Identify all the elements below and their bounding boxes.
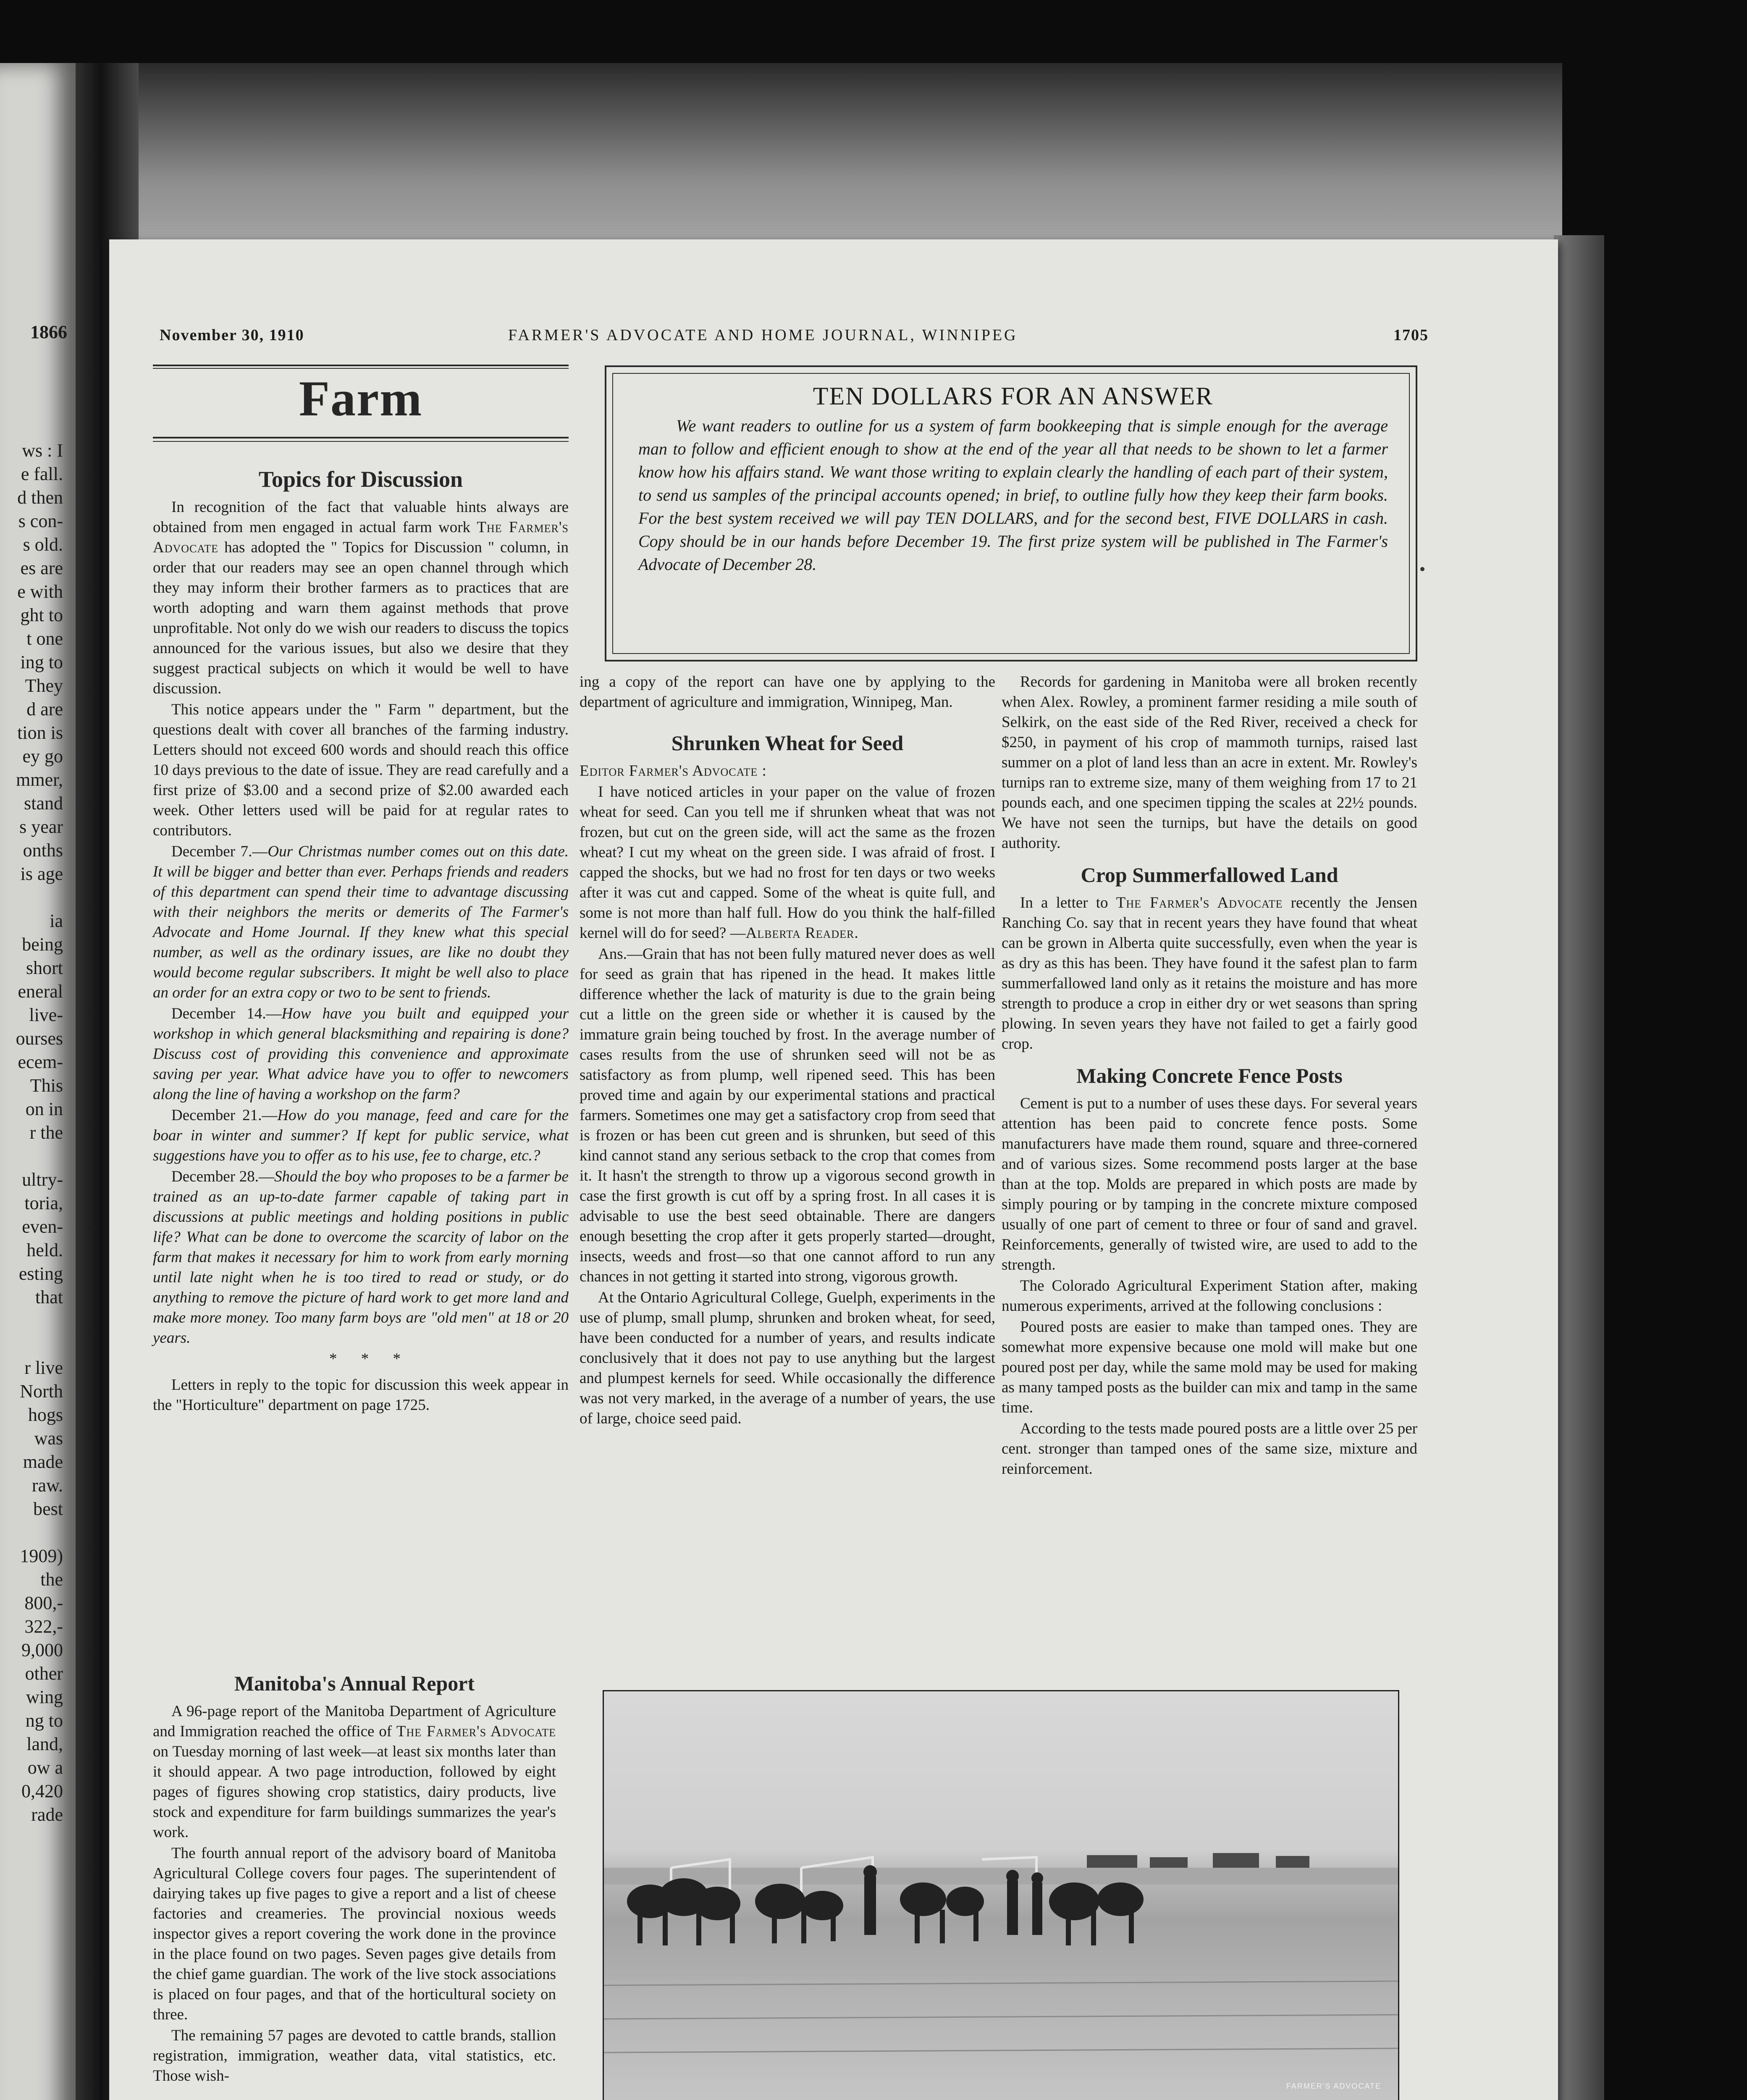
summerfallow-b: recently the Jensen Ranching Co. say that in recent years they have found that wheat can be grown in Alberta quite successfully, even when the year is as dry as this has been. They have found it the safest plan to farm summerfallowed land only as it retains the moisture and has more strength to produce a crop in either dry or wet seasons than spring plowing. In seven years they have not failed to get a fairly good crop.	[1002, 894, 1418, 1053]
summerfallow-a: In a letter to	[1020, 894, 1116, 911]
topic-date: December 21.—	[171, 1107, 278, 1124]
facing-page-line: onths	[23, 840, 63, 861]
answer-p1: Ans.—Grain that has not been fully matured never does as well for seed as grain that has ripened in the head. It makes little difference whether the lack of maturity is due to the grain being cut a little on the green side or whether it is caused by the immature grain being touched by frost. In the average number of cases results from the use of shrunken seed will not be as satisfactory as from plump, well ripened seed. This has been proved time and again by our experimental stations and practical farmers. Sometimes one may get a satisfactory crop from seed that is frozen or has been cut green and is shrunken, but seed of this kind cannot stand any serious setback to the crop that comes from it. It hasn't the strength to throw up a vigorous second growth in case the first growth is cut off by a spring frost. In all cases it is advisable to use the best seed obtainable. There are dangers enough besetting the crop after it gets properly started—drought, insects, weeds and frost—so that one cannot afford to run any chances in not getting it started into strong, vigorous growth.	[580, 945, 995, 1285]
editor-salutation: Editor Farmer's Advocate :	[580, 762, 767, 780]
facing-page-line: r live	[24, 1357, 63, 1378]
topic-text: Our Christmas number comes out on this date. It will be bigger and better than ever. Perhaps friends and readers of this department can spend their time to advantage discussing with their neighbors the merits or demerits of The Farmer's Advocate and Home Journal. If they knew what this special number, as well as the ordinary issues, are like no doubt they would become regular subscribers. It might be well also to place an order for an extra copy or two to be sent to friends.	[153, 843, 569, 1001]
print-mark	[1420, 567, 1424, 571]
topic-dec-14	[153, 1004, 569, 1105]
column-left-lower	[153, 1670, 556, 2087]
facing-page-line: ecem-	[18, 1052, 63, 1072]
manitoba-heading: Manitoba's Annual Report	[234, 1672, 475, 1695]
publication-title: FARMER'S ADVOCATE AND HOME JOURNAL, WINNIPEG	[508, 326, 1018, 344]
manitoba-p1-a: A 96-page report of the Manitoba Department of Agriculture and Immigration reached the office of	[153, 1703, 556, 1740]
facing-page-line: ng to	[25, 1710, 63, 1731]
facing-page-line: wing	[26, 1687, 63, 1707]
announcement-box	[605, 365, 1417, 662]
facing-page-line: land,	[26, 1734, 63, 1754]
summerfallow-publication: The Farmer's Advocate	[1116, 894, 1283, 911]
fence-posts-p3: Poured posts are easier to make than tamped ones. They are somewhat more expensive because one mold will make but one poured post per day, while the same mold may be used for making as many tamped posts as the builder can mix and tamp in the same time.	[1002, 1318, 1417, 1416]
facing-page-line: This	[30, 1075, 63, 1096]
summerfallow-text	[1002, 893, 1417, 1054]
reader-letter	[580, 782, 995, 943]
manitoba-p3: The remaining 57 pages are devoted to cattle brands, stallion registration, immigration, weather data, vital statistics, etc. Those wish-	[153, 2027, 556, 2084]
manitoba-p1-b: on Tuesday morning of last week—at least six months later than it should appear. A two page introduction, followed by eight pages of figures showing crop statistics, dairy products, live stock and expenditure for farm buildings summarizes the year's work.	[153, 1743, 556, 1841]
photo-credit: FARMER'S ADVOCATE	[1286, 2082, 1381, 2090]
column-right	[1002, 672, 1417, 1480]
facing-page-line: 9,000	[21, 1640, 63, 1660]
topic-text: How have you built and equipped your workshop in which general blacksmithing and repairing is done? Discuss cost of providing this convenience and approximate saving per year. What advice have you to offer to newcomers along the line of having a workshop on the farm?	[153, 1005, 569, 1103]
column-middle	[580, 672, 995, 1430]
facing-page-line: 0,420	[21, 1781, 63, 1801]
facing-page-line: raw.	[31, 1475, 63, 1496]
topic-text: How do you manage, feed and care for the boar in winter and summer? If kept for public service, what suggestions have you to offer as to his use, fee to charge, etc.?	[153, 1107, 569, 1164]
summerfallow-heading: Crop Summerfallowed Land	[1081, 863, 1338, 887]
facing-page-line: being	[22, 934, 63, 955]
fence-posts-p1: Cement is put to a number of uses these days. For several years attention has been paid to concrete fence posts. Some manufacturers have made them round, square and three-cornered and of various sizes. Some recommend posts larger at the base than at the top. Molds are prepared in which posts are made by simply pouring or by tamping in the concrete mixture composed usually of one part of cement to three or four of sand and gravel. Reinforcements, generally of twisted wire, are used to add to the strength.	[1002, 1095, 1417, 1273]
facing-page-line: ey go	[22, 746, 63, 766]
facing-page-line: eneral	[18, 981, 63, 1002]
topics-intro-a: In recognition of the fact that valuable hints always are obtained from men engaged in actual farm work	[153, 499, 569, 536]
facing-page-line: on in	[25, 1099, 63, 1119]
facing-page-line: live-	[29, 1005, 63, 1025]
topics-intro	[153, 497, 569, 699]
facing-page-line: ing to	[20, 652, 63, 672]
facing-page-line: 800,-	[24, 1593, 63, 1613]
topics-intro-publication: The Farmer's Advocate	[153, 519, 569, 556]
topics-heading: Topics for Discussion	[258, 467, 463, 492]
facing-page-line: short	[26, 958, 63, 978]
facing-page-line	[0, 886, 63, 909]
facing-page-line: mmer,	[16, 769, 63, 790]
facing-page-line: They	[25, 675, 63, 696]
section-rule-top	[153, 365, 569, 366]
facing-page-line: r the	[29, 1122, 63, 1143]
facing-page-line: hogs	[28, 1404, 63, 1425]
scan-background-top	[134, 63, 1562, 260]
announcement-title: TEN DOLLARS FOR AN ANSWER	[813, 382, 1214, 410]
letter-signature: Alberta Reader.	[745, 924, 859, 942]
answer-p2: At the Ontario Agricultural College, Guelph, experiments in the use of plump, small plump, shrunken and broken wheat, for seed, have been conducted for a number of years, and results indicate conclusively that it does not pay to use anything but the largest and plumpest kernels for seed. While occasionally the difference was not very marked, in the average of a number of years, the use of large, choice seed paid.	[580, 1289, 995, 1427]
manitoba-continued: ing a copy of the report can have one by applying to the department of agriculture and immigration, Winnipeg, Man.	[580, 673, 995, 711]
facing-page-line: North	[20, 1381, 63, 1402]
facing-page-line: held.	[26, 1240, 63, 1260]
facing-page-line: best	[33, 1499, 63, 1519]
topics-notice: This notice appears under the " Farm " department, but the questions dealt with cover all branches of the farming industry. Letters should not exceed 600 words and should reach this office 10 days previous to the date of issue. They are read carefully and a first prize of $3.00 and a second prize of $2.00 awarded each week. Other letters used will be paid for at regular rates to contributors.	[153, 701, 569, 839]
topic-dec-21	[153, 1105, 569, 1166]
facing-page-line: 1909)	[20, 1546, 63, 1566]
facing-page-line	[0, 1521, 63, 1544]
topics-closing: Letters in reply to the topic for discussion this week appear in the "Horticulture" department on page 1725.	[153, 1376, 569, 1414]
manitoba-p1-publication: The Farmer's Advocate	[396, 1723, 556, 1740]
announcement-box-inner	[612, 373, 1410, 654]
facing-page-line: stand	[24, 793, 63, 814]
facing-page-line: is age	[20, 864, 63, 884]
facing-page-line: d then	[17, 487, 63, 508]
facing-page-line: toria,	[24, 1193, 63, 1213]
fence-posts-p4: According to the tests made poured posts are a little over 25 per cent. stronger than tamped ones of the same size, mixture and reinforcement.	[1002, 1420, 1417, 1478]
facing-page-line: e fall.	[21, 464, 63, 484]
facing-page-text	[0, 439, 63, 1827]
facing-page-fragment	[0, 63, 76, 2100]
facing-page-line: made	[23, 1452, 63, 1472]
manitoba-p1	[153, 1701, 556, 1843]
fence-posts-p2: The Colorado Agricultural Experiment Station after, making numerous experiments, arrived at the following conclusions :	[1002, 1277, 1417, 1315]
facing-page-line: rade	[31, 1804, 63, 1825]
topics-intro-b: has adopted the " Topics for Discussion " column, in order that our readers may see an open channel through which they may inform their brother farmers as to practices that are worth adopting and warn them against methods that prove unprofitable. Not only do we wish our readers to discuss the topics announced for the various issues, but also we desire that they suggest practical subjects on which it would be well to have discussion.	[153, 539, 569, 697]
topic-date: December 14.—	[171, 1005, 282, 1022]
facing-page-line: tion is	[17, 722, 63, 743]
topic-dec-28	[153, 1167, 569, 1348]
facing-page-line	[0, 1144, 63, 1168]
page-number: 1705	[1393, 326, 1429, 344]
facing-page-line: e with	[17, 581, 63, 602]
facing-page-line: that	[35, 1287, 63, 1307]
scan-background-right	[1554, 235, 1604, 2100]
facing-page-line: was	[34, 1428, 63, 1449]
facing-page-line: ourses	[16, 1028, 63, 1049]
facing-page-line	[0, 1333, 63, 1356]
section-stars: * * *	[329, 1350, 411, 1368]
facing-page-line: s old.	[23, 534, 63, 555]
letter-text: I have noticed articles in your paper on the value of frozen wheat for seed. Can you tell me if shrunken wheat that was not frozen, but cut on the green side, will act the same as the frozen wheat? I cut my wheat on the green side. I was afraid of frost. I capped the shocks, but we had no frost for ten days or two weeks after it was cut and capped. Some of the wheat is quite full, and some is not more than half full. How do you think the half-filled kernel will do for seed? —	[580, 783, 995, 942]
topic-date: December 7.—	[171, 843, 268, 860]
facing-page-line: ow a	[27, 1757, 63, 1778]
facing-page-line: ws : I	[22, 440, 63, 461]
topic-date: December 28.—	[171, 1168, 275, 1185]
fence-posts-heading: Making Concrete Fence Posts	[1076, 1064, 1343, 1087]
facing-page-line: 322,-	[24, 1616, 63, 1637]
facing-page-line: es are	[20, 558, 63, 578]
announcement-text: We want readers to outline for us a system of farm bookkeeping that is simple enough for the average man to follow and efficient enough to show at the end of the year all that needs to be shown to let a farmer know how his affairs stand. We want those writing to explain clearly the handling of each part of their system, to send us samples of the principal accounts opened; in brief, to outline fully how they keep their farm books. For the best system received we will pay TEN DOLLARS, and for the second best, FIVE DOLLARS in cash. Copy should be in our hands before December 19. The first prize system will be published in The Farmer's Advocate of December 28.	[638, 416, 1388, 574]
facing-page-line: even-	[22, 1216, 63, 1237]
section-rule-top-thin	[153, 368, 569, 369]
facing-page-line: d are	[26, 699, 63, 719]
farm-photograph	[603, 1690, 1399, 2100]
facing-page-line: t one	[26, 628, 63, 649]
shrunken-wheat-heading: Shrunken Wheat for Seed	[671, 731, 904, 755]
section-rule-bottom-thin	[153, 441, 569, 442]
facing-page-line: the	[40, 1569, 63, 1590]
facing-page-line: s year	[19, 816, 63, 837]
facing-page-line: ultry-	[22, 1169, 63, 1190]
facing-page-line: s con-	[18, 511, 63, 531]
facing-page-line: other	[25, 1663, 63, 1684]
section-title: Farm	[299, 370, 423, 426]
section-rule-bottom	[153, 437, 569, 438]
turnip-record: Records for gardening in Manitoba were all broken recently when Alex. Rowley, a prominent farmer residing a mile south of Selkirk, on the east side of the Red River, received a check for $250, in payment of his crop of mammoth turnips, raised last summer on a plot of land less than an acre in extent. Mr. Rowley's turnips ran to extreme size, many of them weighing from 17 to 21 pounds each, and one specimen tipping the scales at 22½ pounds. We have not seen the turnips, but have the details on good authority.	[1002, 673, 1417, 852]
facing-page-line: ia	[50, 911, 63, 931]
manitoba-p2: The fourth annual report of the advisory board of Manitoba Agricultural College covers four pages. The superintendent of dairying takes up five pages to give a report and a list of cheese factories and creameries. The provincial noxious weeds inspector gives a report covering the work done in the province in the place found on two pages. Seven pages give details from the chief game guardian. The work of the live stock associations is placed on four pages, and that of the horticultural society on three.	[153, 1845, 556, 2023]
facing-page-line: ght to	[20, 605, 63, 625]
facing-page-line: esting	[18, 1263, 63, 1284]
topic-text: Should the boy who proposes to be a farmer be trained as an up-to-date farmer capable of taking part in discussions at public meetings and holding positions in public life? What can be done to overcome the scarcity of labor on the farm that makes it necessary for him to work from early morning until late night when he is too tired to read or study, or do anything to remove the picture of hard work to get more land and make more money. Too many farm boys are "old men" at 18 or 20 years.	[153, 1168, 569, 1347]
column-left	[153, 458, 569, 1416]
facing-page-line	[0, 1309, 63, 1333]
facing-page-header: 1866	[30, 322, 67, 342]
topic-dec-7	[153, 842, 569, 1003]
photo-scene	[604, 1691, 1399, 2100]
issue-date: November 30, 1910	[160, 326, 304, 344]
